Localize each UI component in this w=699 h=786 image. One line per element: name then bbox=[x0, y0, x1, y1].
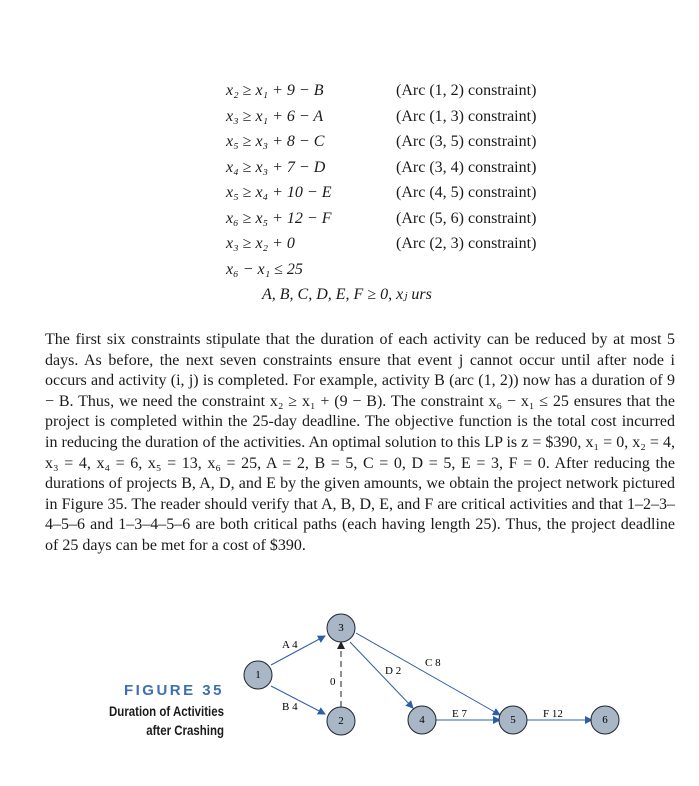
edge-label: E 7 bbox=[452, 708, 467, 720]
edge-label: A 4 bbox=[282, 639, 298, 651]
figure-caption-line: Duration of Activities bbox=[109, 704, 224, 719]
edge-arrow bbox=[350, 642, 413, 708]
constraint-label: (Arc (3, 5) constraint) bbox=[396, 133, 537, 150]
node-label: 5 bbox=[510, 714, 516, 726]
edge-arrow bbox=[271, 636, 325, 665]
constraint-label: (Arc (3, 4) constraint) bbox=[396, 158, 537, 176]
edge-label: C 8 bbox=[425, 657, 441, 669]
constraint-expression: x₅ ≥ x₃ + 8 − C bbox=[226, 133, 325, 150]
network-node bbox=[591, 706, 619, 734]
edge-label: B 4 bbox=[282, 701, 298, 713]
constraint-expression: x₂ ≥ x₁ + 9 − B bbox=[226, 82, 324, 99]
edge-label: 0 bbox=[330, 676, 336, 688]
edge-arrow bbox=[356, 633, 500, 715]
node-label: 3 bbox=[338, 622, 344, 634]
constraint-label: (Arc (1, 2) constraint) bbox=[396, 82, 537, 99]
constraint-label: (Arc (1, 3) constraint) bbox=[396, 107, 537, 125]
edge-label: D 2 bbox=[385, 665, 402, 677]
network-node bbox=[408, 706, 436, 734]
constraint-expression: x₃ ≥ x₁ + 6 − A bbox=[226, 107, 324, 125]
figure-number: FIGURE 35 bbox=[123, 682, 224, 699]
constraint-label: (Arc (4, 5) constraint) bbox=[396, 184, 537, 201]
constraint-label: (Arc (5, 6) constraint) bbox=[396, 209, 537, 227]
figure-caption-line: after Crashing bbox=[146, 723, 224, 738]
edge-arrow bbox=[271, 686, 325, 714]
nonnegativity-constraint: A, B, C, D, E, F ≥ 0, xⱼ urs bbox=[262, 286, 432, 303]
network-node bbox=[327, 707, 355, 735]
body-paragraph: The first six constraints stipulate that the duration of each activity can be reduced by at most 5 days. As before, the next seven constraints ensure that event j cannot occur until after node i occurs and activity (i, j) is completed. For example, activity B (arc (1, 2)) now has a duration of 9 − B. Thus, we need the constraint x₂ ≥ x₁ + (9 − B). The constraint x₆ − x₁ ≤ 25 ensures that the project is completed within the 25-day deadline. The objective function is the total cost incurred in reducing the duration of the activities. An optimal solution to this LP is z = $390, x₁ = 0, x₂ = 4, x₃ = 4, x₄ = 6, x₅ = 13, x₆ = 25, A = 2, B = 5, C = 0, D = 5, E = 3, F = 0. After reducing the durations of projects B, A, D, and E by the given amounts, we obtain the project network pictured in Figure 35. The reader should verify that A, B, D, E, and F are critical activities and that 1–2–3–4–5–6 and 1–3–4–5–6 are both critical paths (each having length 25). Thus, the project deadline of 25 days can be met for a cost of $390. bbox=[45, 331, 675, 554]
network-node bbox=[244, 661, 272, 689]
constraint-expression: x₆ ≥ x₅ + 12 − F bbox=[226, 209, 332, 227]
node-label: 1 bbox=[255, 669, 261, 681]
network-node bbox=[327, 614, 355, 642]
constraint-expression: x₆ − x₁ ≤ 25 bbox=[226, 260, 303, 278]
node-label: 2 bbox=[338, 715, 344, 727]
constraint-expression: x₄ ≥ x₃ + 7 − D bbox=[226, 158, 326, 176]
network-node bbox=[499, 706, 527, 734]
node-label: 6 bbox=[602, 714, 608, 726]
constraint-expression: x₃ ≥ x₂ + 0 bbox=[226, 235, 295, 252]
node-label: 4 bbox=[419, 714, 425, 726]
constraint-label: (Arc (2, 3) constraint) bbox=[396, 235, 537, 252]
constraint-expression: x₅ ≥ x₄ + 10 − E bbox=[226, 184, 332, 201]
edge-label: F 12 bbox=[543, 708, 563, 720]
